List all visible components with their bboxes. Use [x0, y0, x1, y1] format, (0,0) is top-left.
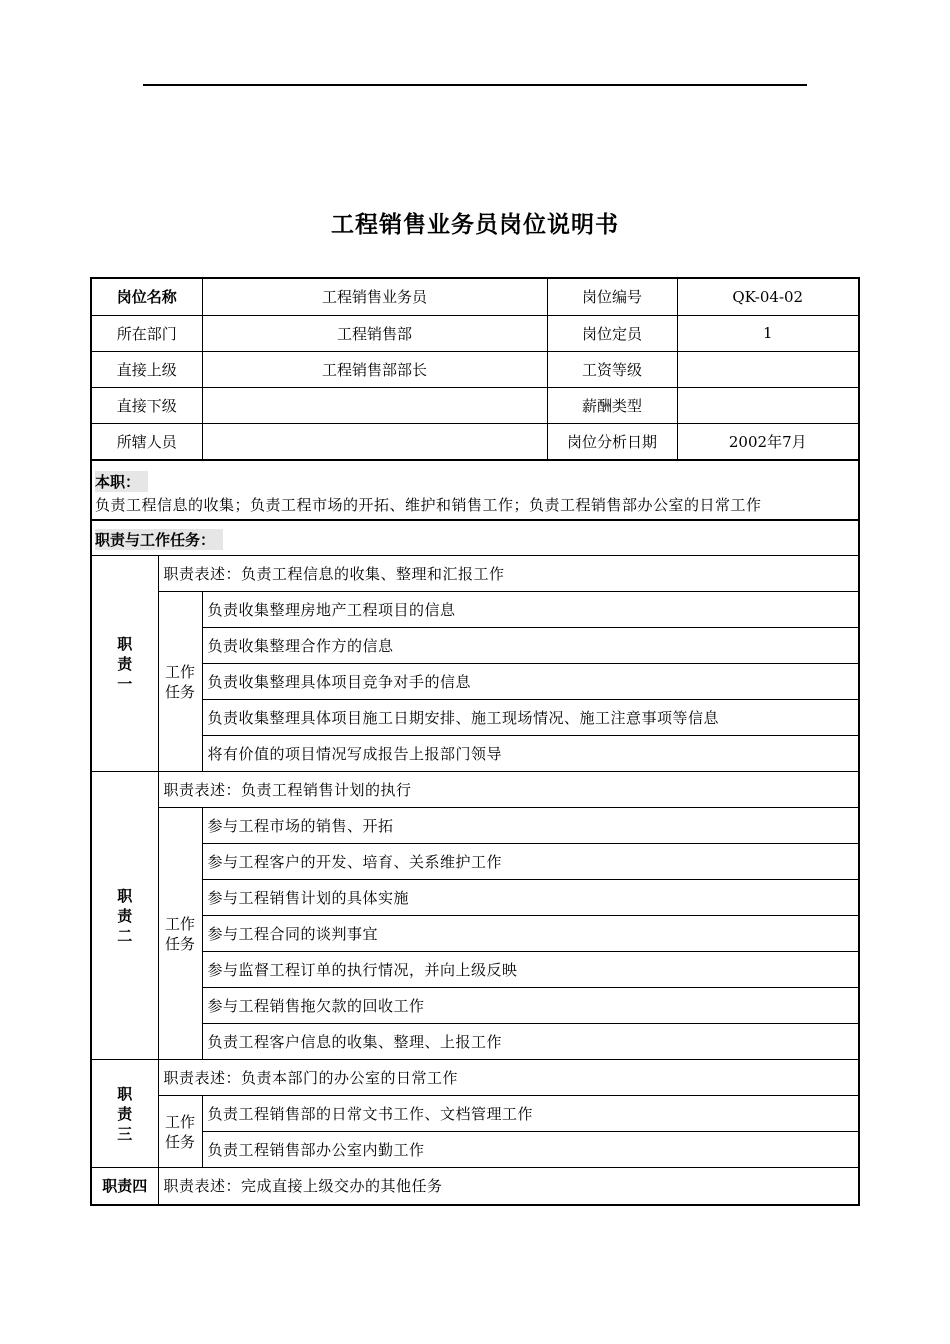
task-item: 负责收集整理具体项目竞争对手的信息: [202, 664, 858, 700]
task-item: 参与工程合同的谈判事宜: [202, 916, 858, 952]
position-code-value: QK-04-02: [677, 279, 858, 315]
responsibility-heading: 本职：: [95, 471, 148, 492]
headcount-label: 岗位定员: [547, 315, 677, 351]
info-row: [92, 423, 858, 459]
analysis-date-label: 岗位分析日期: [547, 423, 677, 459]
duty-desc-row: [92, 772, 858, 808]
task-row: [92, 700, 858, 736]
task-row: [92, 664, 858, 700]
duty-label: 职责四: [92, 1168, 158, 1204]
job-description-form: [90, 277, 860, 1206]
position-name-value: 工程销售业务员: [202, 279, 547, 315]
salary-grade-value: [677, 351, 858, 387]
duty-description: 职责表述：负责工程销售计划的执行: [158, 772, 858, 808]
task-label: 工作任务: [158, 808, 202, 1060]
task-row: [92, 988, 858, 1024]
task-row: [92, 844, 858, 880]
task-row: [92, 1132, 858, 1168]
task-row: [92, 880, 858, 916]
position-code-label: 岗位编号: [547, 279, 677, 315]
info-row: [92, 351, 858, 387]
duty-desc-row: [92, 1060, 858, 1096]
task-row: [92, 628, 858, 664]
duties-section-header: [92, 519, 858, 555]
salary-grade-label: 工资等级: [547, 351, 677, 387]
department-label: 所在部门: [92, 315, 202, 351]
task-row: [92, 1024, 858, 1060]
analysis-date-value: 2002年7月: [677, 423, 858, 459]
task-row: [92, 808, 858, 844]
direct-subordinate-label: 直接下级: [92, 387, 202, 423]
pay-type-value: [677, 387, 858, 423]
department-value: 工程销售部: [202, 315, 547, 351]
task-item: 负责工程销售部的日常文书工作、文档管理工作: [202, 1096, 858, 1132]
header-rule: [143, 84, 807, 86]
direct-subordinate-value: [202, 387, 547, 423]
task-row: [92, 592, 858, 628]
duty-label: 职责一: [92, 556, 158, 772]
duty-description: 职责表述：负责工程信息的收集、整理和汇报工作: [158, 556, 858, 592]
responsibility-text: 负责工程信息的收集；负责工程市场的开拓、维护和销售工作；负责工程销售部办公室的日常工作: [95, 496, 762, 514]
task-label: 工作任务: [158, 592, 202, 772]
direct-superior-label: 直接上级: [92, 351, 202, 387]
staff-under-label: 所辖人员: [92, 423, 202, 459]
task-item: 负责收集整理合作方的信息: [202, 628, 858, 664]
task-item: 负责工程销售部办公室内勤工作: [202, 1132, 858, 1168]
position-info-table: [92, 279, 858, 459]
duty-label: 职责二: [92, 772, 158, 1060]
task-item: 参与工程客户的开发、培育、关系维护工作: [202, 844, 858, 880]
pay-type-label: 薪酬类型: [547, 387, 677, 423]
task-item: 负责工程客户信息的收集、整理、上报工作: [202, 1024, 858, 1060]
duty-desc-row: [92, 556, 858, 592]
duty-desc-row: [92, 1168, 858, 1204]
duty-description: 职责表述：完成直接上级交办的其他任务: [158, 1168, 858, 1204]
task-item: 参与工程销售拖欠款的回收工作: [202, 988, 858, 1024]
staff-under-value: [202, 423, 547, 459]
duty-label: 职责三: [92, 1060, 158, 1168]
task-item: 参与工程市场的销售、开拓: [202, 808, 858, 844]
task-row: [92, 736, 858, 772]
task-item: 参与工程销售计划的具体实施: [202, 880, 858, 916]
info-row: [92, 387, 858, 423]
task-item: 参与监督工程订单的执行情况，并向上级反映: [202, 952, 858, 988]
task-label: 工作任务: [158, 1096, 202, 1168]
duty-description: 职责表述：负责本部门的办公室的日常工作: [158, 1060, 858, 1096]
info-row: [92, 279, 858, 315]
position-name-label: 岗位名称: [92, 279, 202, 315]
direct-superior-value: 工程销售部部长: [202, 351, 547, 387]
duties-table: [92, 555, 858, 1204]
task-item: 将有价值的项目情况写成报告上报部门领导: [202, 736, 858, 772]
task-item: 负责收集整理房地产工程项目的信息: [202, 592, 858, 628]
task-row: [92, 952, 858, 988]
duties-heading: 职责与工作任务：: [95, 529, 223, 550]
headcount-value: 1: [677, 315, 858, 351]
document-title: 工程销售业务员岗位说明书: [331, 212, 619, 238]
task-item: 负责收集整理具体项目施工日期安排、施工现场情况、施工注意事项等信息: [202, 700, 858, 736]
task-row: [92, 1096, 858, 1132]
task-row: [92, 916, 858, 952]
info-row: [92, 315, 858, 351]
responsibility-section: [92, 459, 858, 519]
